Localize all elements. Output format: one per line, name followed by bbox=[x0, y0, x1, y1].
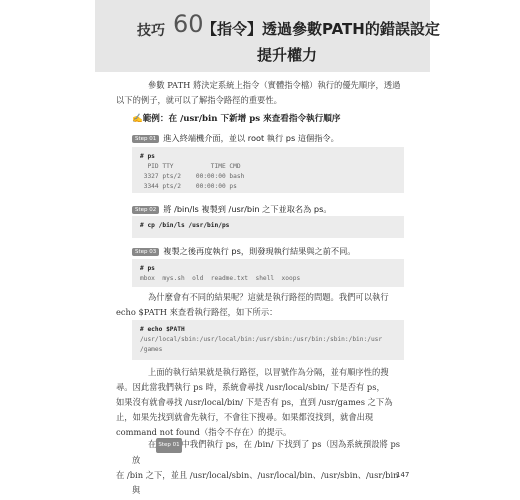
middle-paragraph bbox=[116, 290, 404, 320]
code-line: PID TTY TIME CMD bbox=[140, 163, 241, 170]
step-text: 將 /bin/ls 複製到 /usr/bin 之下並取名為 ps。 bbox=[163, 204, 332, 214]
code-line: 3344 pts/2 00:00:00 ps bbox=[140, 183, 237, 190]
step-text: 複製之後再度執行 ps，則發現執行結果與之前不同。 bbox=[163, 246, 356, 256]
step-badge: Step 02 bbox=[132, 206, 159, 214]
code-block-echo bbox=[132, 320, 404, 360]
step-badge-inline: Step 01 bbox=[156, 438, 181, 453]
middle-line1: 為什麼會有不同的結果呢？這就是執行路徑的問題。我們可以執行 bbox=[148, 292, 389, 302]
code-line: /games bbox=[140, 346, 163, 353]
step-badge: Step 03 bbox=[132, 248, 159, 256]
code-command: # ps bbox=[140, 153, 155, 160]
tip-number: 60 bbox=[173, 10, 204, 38]
step-01 bbox=[132, 133, 339, 144]
explain-line4: 止，如果先找到就會先執行，不會往下搜尋。如果都沒找到，就會出現 bbox=[116, 412, 374, 422]
tip-label: 技巧 bbox=[137, 23, 165, 39]
explain-line2: 尋。因此當我們執行 ps 時，系統會尋找 /usr/local/sbin/ 下是否有 ps， bbox=[116, 382, 385, 392]
header-title-line2: 提升權力 bbox=[257, 46, 318, 64]
step-badge: Step 01 bbox=[132, 135, 159, 143]
explain-line1: 上面的執行結果就是執行路徑，以冒號作為分隔，並有順序性的搜 bbox=[148, 367, 389, 377]
last-paragraph bbox=[116, 437, 404, 498]
step-03 bbox=[132, 246, 355, 257]
intro-paragraph bbox=[116, 78, 404, 108]
header-title-line1: 【指令】透過參數PATH的錯誤設定 bbox=[202, 20, 440, 38]
code-block-ps2 bbox=[132, 259, 404, 287]
code-command: # echo $PATH bbox=[140, 326, 185, 333]
last-line1: 中我們執行 ps，在 /bin/ 下找到了 ps（因為系統預設將 ps 放 bbox=[132, 439, 401, 465]
code-line: 3327 pts/2 00:00:00 bash bbox=[140, 173, 245, 180]
code-line: /usr/local/sbin:/usr/local/bin:/usr/sbin:/usr/bin:/sbin:/bin:/usr bbox=[140, 336, 383, 343]
explain-paragraph bbox=[116, 365, 404, 440]
intro-line2: 以下的例子，就可以了解指令路徑的重要性。 bbox=[116, 95, 282, 105]
last-line2: 在 /bin 之下，並且 /usr/local/sbin、/usr/local/bin、/usr/sbin、/usr/bin 與 bbox=[116, 470, 399, 495]
code-block-ps bbox=[132, 147, 404, 193]
explain-line5: command not found（指令不存在）的提示。 bbox=[116, 427, 292, 437]
code-block-cp bbox=[132, 216, 404, 238]
intro-line1: 參數 PATH 將決定系統上指令（實體指令檔）執行的優先順序，透過 bbox=[148, 80, 401, 90]
last-prefix: 在 bbox=[148, 439, 157, 449]
example-title: ✍範例：在 /usr/bin 下新增 ps 來查看指令執行順序 bbox=[132, 114, 341, 124]
step-02 bbox=[132, 204, 332, 215]
chapter-header bbox=[95, 0, 440, 72]
code-command: # cp /bin/ls /usr/bin/ps bbox=[140, 222, 230, 229]
code-line: mbox mys.sh old readme.txt shell xoops bbox=[140, 275, 301, 282]
step-text: 進入終端機介面，並以 root 執行 ps 這個指令。 bbox=[163, 133, 339, 143]
middle-line2: echo $PATH 來查看執行路徑，如下所示： bbox=[116, 307, 278, 317]
explain-line3: 如果沒有就會尋找 /usr/local/bin/ 下是否有 ps，直到 /usr/games 之下為 bbox=[116, 397, 393, 407]
code-command: # ps bbox=[140, 265, 155, 272]
page-number: 147 bbox=[396, 471, 410, 479]
